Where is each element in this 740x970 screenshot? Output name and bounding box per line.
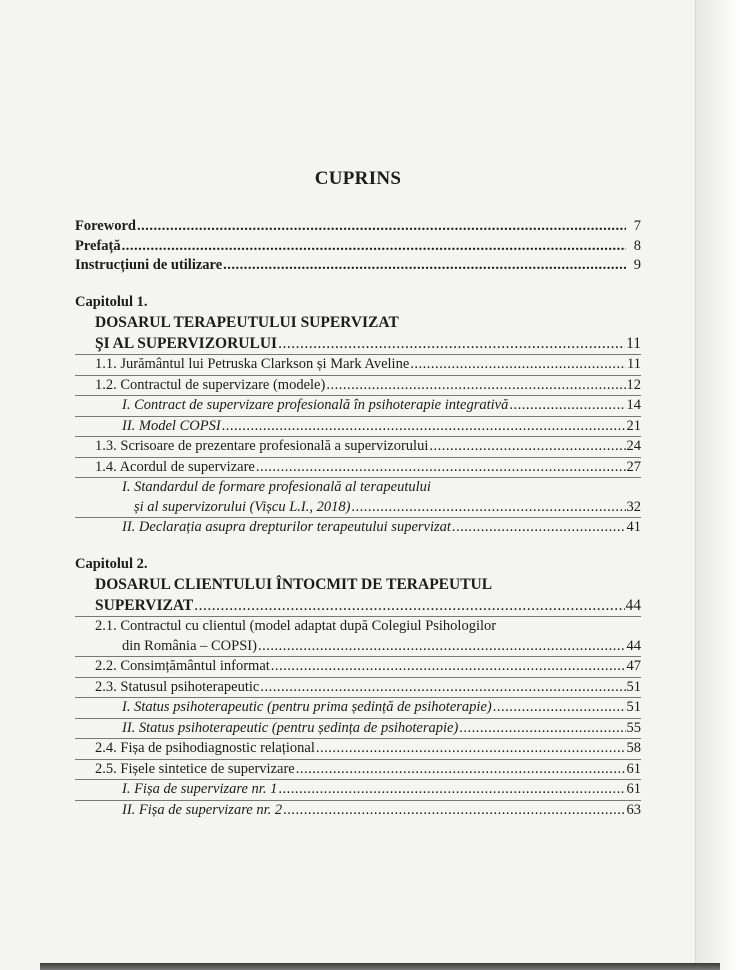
toc-entry[interactable] — [75, 678, 641, 698]
toc-entry-text: și al supervizorului (Vișcu L.I., 2018) — [134, 498, 351, 515]
page-edge — [695, 0, 740, 970]
toc-page-number: 58 — [626, 740, 641, 756]
toc-entry[interactable] — [75, 355, 641, 375]
toc-page-number: 24 — [626, 438, 641, 454]
toc-page-number: 11 — [626, 335, 641, 352]
toc-entry[interactable] — [75, 760, 641, 780]
table-of-contents — [75, 217, 641, 820]
toc-entry-line[interactable]: I. Standardul de formare profesională al terapeutului — [122, 479, 431, 495]
toc-leader-dots — [326, 376, 625, 396]
toc-page-number: 11 — [627, 356, 641, 372]
toc-entry[interactable] — [75, 637, 641, 657]
toc-page-number: 44 — [625, 597, 641, 614]
toc-entry-text: Prefață — [75, 237, 121, 254]
chapter-1-label: Capitolul 1. — [75, 293, 148, 310]
toc-entry-text: Foreword — [75, 218, 136, 234]
toc-page-number: 61 — [626, 760, 641, 777]
toc-page-number: 12 — [626, 376, 641, 393]
toc-leader-dots — [283, 801, 625, 821]
toc-leader-dots — [278, 780, 625, 800]
toc-entry[interactable] — [75, 801, 641, 821]
toc-leader-dots — [194, 595, 624, 616]
toc-leader-dots — [493, 698, 626, 718]
toc-leader-dots — [296, 760, 626, 780]
toc-leader-dots — [258, 637, 626, 657]
toc-entry-text: Instrucțiuni de utilizare — [75, 257, 223, 273]
chapter-1-title-end[interactable] — [75, 333, 641, 354]
toc-entry-text: SUPERVIZAT — [95, 597, 194, 614]
chapter-2-title[interactable]: DOSARUL CLIENTULUI ÎNTOCMIT DE TERAPEUTUL — [95, 576, 493, 593]
toc-entry-text: I. Fișa de supervizare nr. 1 — [122, 781, 278, 797]
toc-entry[interactable] — [75, 417, 641, 437]
toc-page-number: 8 — [633, 237, 641, 254]
toc-page-number: 41 — [626, 519, 641, 535]
toc-entry-prefata[interactable] — [75, 237, 641, 257]
toc-entry-text: II. Status psihoterapeutic (pentru ședința de psihoterapie) — [122, 719, 459, 736]
toc-entry[interactable] — [75, 719, 641, 739]
toc-entry-instructiuni[interactable] — [75, 256, 641, 276]
toc-page-number: 21 — [626, 417, 641, 434]
toc-entry-text: 1.4. Acordul de supervizare — [95, 458, 255, 475]
toc-leader-dots — [256, 458, 626, 478]
toc-entry-text: II. Declarația asupra drepturilor terapeutului supervizat — [122, 519, 451, 535]
toc-entry[interactable] — [75, 780, 641, 800]
book-page — [75, 0, 641, 960]
toc-entry[interactable] — [75, 739, 641, 759]
toc-page-number: 7 — [633, 218, 641, 234]
toc-leader-dots — [410, 355, 626, 375]
toc-page-number: 61 — [626, 781, 641, 797]
toc-leader-dots — [122, 237, 626, 257]
toc-entry-text: 1.1. Jurământul lui Petruska Clarkson și Mark Aveline — [95, 356, 410, 372]
toc-entry[interactable] — [75, 376, 641, 396]
toc-entry-text: 2.2. Consimțământul informat — [95, 658, 270, 674]
toc-entry-text: II. Fișa de supervizare nr. 2 — [122, 801, 283, 818]
toc-entry-text: 2.4. Fișa de psihodiagnostic relațional — [95, 740, 315, 756]
toc-leader-dots — [271, 657, 626, 677]
toc-entry-text: I. Contract de supervizare profesională în psihoterapie integrativă — [122, 397, 509, 413]
toc-leader-dots — [429, 437, 625, 457]
toc-entry[interactable] — [75, 458, 641, 478]
toc-page-number: 32 — [626, 498, 641, 515]
toc-entry-text: din România – COPSI) — [122, 637, 257, 654]
toc-page-number: 55 — [626, 719, 641, 736]
toc-page-number: 51 — [626, 699, 641, 715]
toc-leader-dots — [223, 256, 626, 276]
toc-leader-dots — [351, 498, 625, 518]
toc-entry-text: I. Status psihoterapeutic (pentru prima ședință de psihoterapie) — [122, 699, 492, 715]
chapter-2-title-end[interactable] — [75, 595, 641, 616]
toc-entry[interactable] — [75, 437, 641, 457]
toc-leader-dots — [137, 217, 626, 237]
toc-leader-dots — [278, 333, 625, 354]
toc-entry-text: 1.2. Contractul de supervizare (modele) — [95, 376, 326, 393]
chapter-2-label: Capitolul 2. — [75, 555, 148, 572]
toc-entry-text: 2.3. Statusul psihoterapeutic — [95, 678, 260, 695]
toc-entry-text: 2.5. Fișele sintetice de supervizare — [95, 760, 295, 777]
toc-leader-dots — [452, 518, 626, 538]
page-title: CUPRINS — [314, 168, 402, 189]
toc-page-number: 27 — [626, 458, 641, 475]
toc-entry[interactable] — [75, 698, 641, 718]
toc-page-number: 14 — [626, 397, 641, 413]
toc-entry-text: 1.3. Scrisoare de prezentare profesională a supervizorului — [95, 438, 429, 454]
toc-leader-dots — [509, 396, 625, 416]
toc-entry-text: ŞI AL SUPERVIZORULUI — [95, 335, 278, 352]
toc-page-number: 9 — [633, 257, 641, 273]
toc-entry-line[interactable]: 2.1. Contractul cu clientul (model adaptat după Colegiul Psihologilor — [95, 618, 497, 634]
toc-leader-dots — [459, 719, 625, 739]
toc-page-number: 47 — [626, 658, 641, 674]
toc-leader-dots — [316, 739, 626, 759]
toc-page-number: 44 — [626, 637, 641, 654]
chapter-1-title[interactable]: DOSARUL TERAPEUTULUI SUPERVIZAT — [95, 314, 399, 331]
toc-page-number: 51 — [626, 678, 641, 695]
toc-entry-text: II. Model COPSI — [122, 417, 221, 434]
toc-leader-dots — [222, 417, 626, 437]
toc-entry[interactable] — [75, 657, 641, 677]
toc-entry-foreword[interactable] — [75, 217, 641, 237]
toc-entry[interactable] — [75, 396, 641, 416]
toc-leader-dots — [260, 678, 625, 698]
toc-page-number: 63 — [626, 801, 641, 818]
toc-entry[interactable] — [75, 498, 641, 518]
page-bottom-shadow — [40, 963, 720, 970]
toc-entry[interactable] — [75, 518, 641, 538]
